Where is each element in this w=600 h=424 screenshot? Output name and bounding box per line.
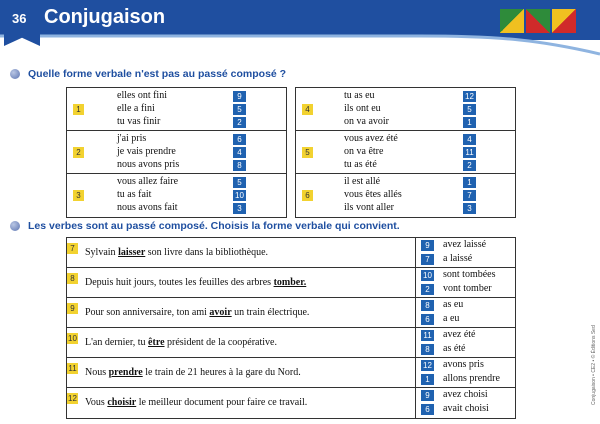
item-number: 8	[67, 273, 78, 284]
sentence: L'an dernier, tu être président de la coopérative.	[85, 337, 277, 348]
verb-form: nous avons fait	[117, 202, 178, 213]
answer-badge[interactable]: 8	[421, 300, 434, 311]
page-header	[0, 0, 600, 44]
sentence: Vous choisir le meilleur document pour faire ce travail.	[85, 397, 308, 408]
option-text: a eu	[443, 313, 460, 324]
verb-form: tu as été	[344, 159, 377, 170]
verb-infinitive: avoir	[209, 307, 232, 318]
exercise2-row	[67, 358, 515, 388]
sentence: Nous prendre le train de 21 heures à la gare du Nord.	[85, 367, 301, 378]
answer-badge[interactable]: 4	[233, 147, 246, 158]
exercise2-row	[67, 268, 515, 298]
exercise2-heading	[10, 220, 400, 232]
exercise1-item	[67, 88, 286, 131]
sentence: Pour son anniversaire, ton ami avoir un train électrique.	[85, 307, 310, 318]
answer-badge[interactable]: 3	[463, 203, 476, 214]
answer-badge[interactable]: 2	[421, 284, 434, 295]
column-divider	[415, 388, 416, 418]
verb-infinitive: prendre	[108, 367, 143, 378]
answer-badge[interactable]: 9	[421, 390, 434, 401]
item-number: 6	[302, 190, 313, 201]
verb-infinitive: choisir	[107, 397, 137, 408]
item-number: 9	[67, 303, 78, 314]
answer-badge[interactable]: 10	[421, 270, 434, 281]
item-number: 3	[73, 190, 84, 201]
verb-infinitive: tomber.	[273, 277, 307, 288]
item-number: 4	[302, 104, 313, 115]
verb-form: tu as fait	[117, 189, 152, 200]
verb-infinitive: être	[148, 337, 165, 348]
exercise2-row	[67, 238, 515, 268]
verb-form: vous allez faire	[117, 176, 179, 187]
answer-badge[interactable]: 1	[463, 117, 476, 128]
exercise1-item	[296, 88, 515, 131]
verb-form: nous avons pris	[117, 159, 180, 170]
answer-badge[interactable]: 2	[463, 160, 476, 171]
verb-form: vous êtes allés	[344, 189, 402, 200]
answer-badge[interactable]: 7	[463, 190, 476, 201]
option-text: avez laissé	[443, 239, 487, 250]
answer-badge[interactable]: 9	[233, 91, 246, 102]
answer-badge[interactable]: 4	[463, 134, 476, 145]
exercise2-row	[67, 388, 515, 418]
exercise1-instruction: Quelle forme verbale n'est pas au passé composé ?	[28, 68, 287, 80]
option-text: avait choisi	[443, 403, 489, 414]
bullet-icon	[10, 221, 20, 231]
verb-form: je vais prendre	[117, 146, 176, 157]
verb-form: on va être	[344, 146, 384, 157]
answer-badge[interactable]: 9	[421, 240, 434, 251]
answer-badge[interactable]: 6	[233, 134, 246, 145]
exercise2-row	[67, 328, 515, 358]
sentence: Sylvain laisser son livre dans la bibliothèque.	[85, 247, 269, 258]
answer-badge[interactable]: 12	[421, 360, 434, 371]
answer-badge[interactable]: 5	[233, 177, 246, 188]
page-number: 36	[12, 11, 27, 26]
verb-form: ils ont eu	[344, 103, 381, 114]
option-text: avez été	[443, 329, 476, 340]
answer-badge[interactable]: 10	[233, 190, 246, 201]
answer-badge[interactable]: 12	[463, 91, 476, 102]
series-logo	[500, 9, 576, 33]
copyright-note: Conjugaison • CE2 • © Éditions Sed	[591, 325, 597, 405]
answer-badge[interactable]: 2	[233, 117, 246, 128]
item-number: 5	[302, 147, 313, 158]
column-divider	[415, 328, 416, 357]
sentence: Depuis huit jours, toutes les feuilles des arbres tomber.	[85, 277, 307, 288]
answer-badge[interactable]: 6	[421, 314, 434, 325]
column-divider	[415, 298, 416, 327]
answer-badge[interactable]: 6	[421, 404, 434, 415]
item-number: 11	[68, 364, 77, 373]
answer-badge[interactable]: 1	[463, 177, 476, 188]
answer-badge[interactable]: 11	[463, 147, 476, 158]
exercise2-instruction: Les verbes sont au passé composé. Choisis la forme verbale qui convient.	[28, 220, 400, 232]
bullet-icon	[10, 69, 20, 79]
item-number: 7	[67, 243, 78, 254]
item-number: 10	[68, 334, 77, 343]
exercise1-item	[296, 131, 515, 174]
exercise1-item	[67, 174, 286, 217]
option-text: as eu	[443, 299, 464, 310]
option-text: as été	[443, 343, 466, 354]
verb-form: tu as eu	[344, 90, 375, 101]
verb-infinitive: laisser	[118, 247, 146, 258]
item-number: 12	[68, 394, 77, 403]
verb-form: ils vont aller	[344, 202, 394, 213]
option-text: avons pris	[443, 359, 484, 370]
answer-badge[interactable]: 8	[421, 344, 434, 355]
column-divider	[415, 358, 416, 387]
answer-badge[interactable]: 8	[233, 160, 246, 171]
answer-badge[interactable]: 5	[233, 104, 246, 115]
verb-form: il est allé	[344, 176, 381, 187]
option-text: sont tombées	[443, 269, 496, 280]
exercise1-item	[67, 131, 286, 174]
option-text: a laissé	[443, 253, 473, 264]
option-text: avez choisi	[443, 389, 488, 400]
item-number: 2	[73, 147, 84, 158]
verb-form: elles ont fini	[117, 90, 167, 101]
exercise2-table	[66, 237, 516, 419]
exercise1-item	[296, 174, 515, 217]
exercise2-row	[67, 298, 515, 328]
answer-badge[interactable]: 3	[233, 203, 246, 214]
answer-badge[interactable]: 11	[421, 330, 434, 341]
exercise1-right-box	[295, 87, 516, 218]
option-text: vont tomber	[443, 283, 492, 294]
verb-form: on va avoir	[344, 116, 389, 127]
answer-badge[interactable]: 1	[421, 374, 434, 385]
verb-form: tu vas finir	[117, 116, 161, 127]
exercise1-heading	[10, 68, 286, 80]
column-divider	[415, 238, 416, 267]
verb-form: vous avez été	[344, 133, 398, 144]
item-number: 1	[73, 104, 84, 115]
verb-form: elle a fini	[117, 103, 155, 114]
page-title: Conjugaison	[44, 6, 166, 28]
exercise1-left-box	[66, 87, 287, 218]
option-text: allons prendre	[443, 373, 500, 384]
verb-form: j'ai pris	[117, 133, 147, 144]
answer-badge[interactable]: 5	[463, 104, 476, 115]
column-divider	[415, 268, 416, 297]
answer-badge[interactable]: 7	[421, 254, 434, 265]
